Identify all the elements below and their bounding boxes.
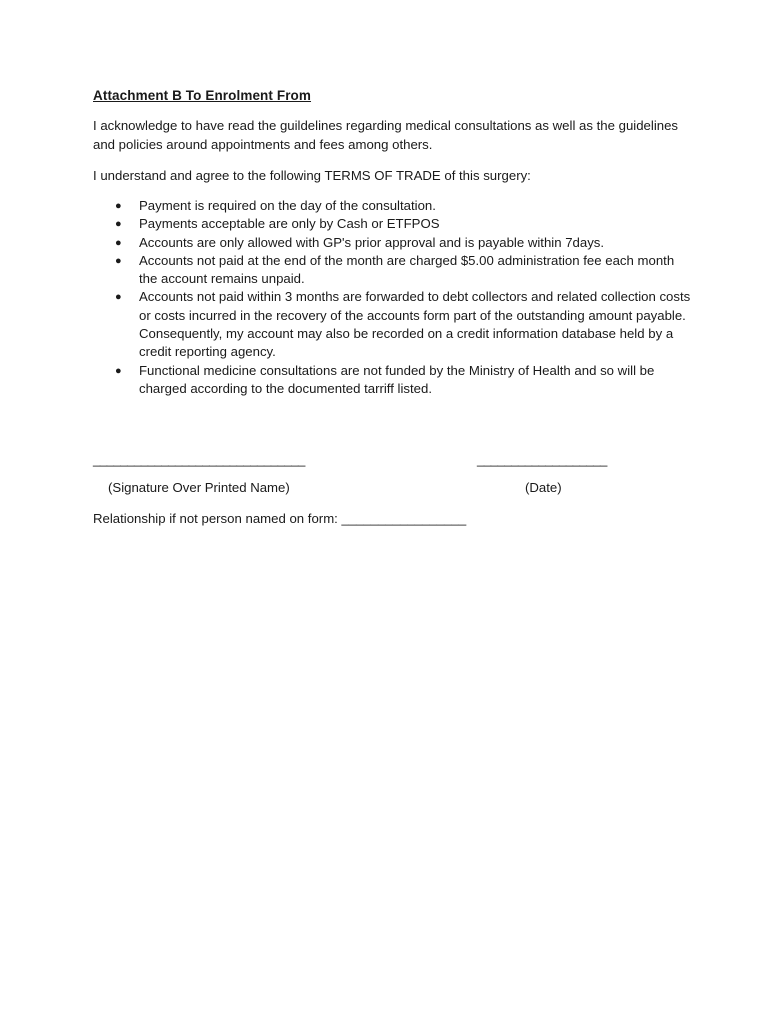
term-text: Accounts not paid within 3 months are forwarded to debt collectors and related collection costs or costs incurred in the recovery of the accounts form part of the outstanding amount payable. Consequently, my account may also be recorded on a credit information database held by a credit reporting agency.	[139, 289, 691, 360]
term-text: Accounts are only allowed with GP's prior approval and is payable within 7days.	[139, 234, 605, 250]
term-item	[93, 252, 693, 289]
bullet-icon: ●	[115, 364, 122, 377]
signature-label: (Signature Over Printed Name)	[108, 480, 290, 495]
bullet-icon: ●	[115, 236, 122, 249]
relationship-field[interactable]: Relationship if not person named on form: _________________	[93, 511, 467, 526]
bullet-icon: ●	[115, 291, 122, 304]
term-text: Payment is required on the day of the consultation.	[139, 198, 436, 213]
bullet-icon: ●	[115, 254, 122, 267]
terms-list	[93, 197, 693, 398]
term-item	[93, 215, 693, 233]
term-item	[93, 362, 693, 399]
term-text: Functional medicine consultations are not funded by the Ministry of Health and so will be charged according to the documented tarriff listed.	[139, 362, 655, 396]
agreement-paragraph: I understand and agree to the following TERMS OF TRADE of this surgery:	[93, 168, 531, 183]
date-line[interactable]: ___________________	[477, 452, 607, 467]
signature-line[interactable]: _______________________________	[93, 452, 305, 467]
bullet-icon: ●	[115, 200, 122, 212]
document-title: Attachment B To Enrolment From	[93, 88, 312, 103]
date-label: (Date)	[525, 480, 562, 495]
term-text: Payments acceptable are only by Cash or ETFPOS	[139, 216, 440, 232]
acknowledgement-paragraph: I acknowledge to have read the guildelines regarding medical consultations as well as the guidelines and policies around appointments and fees among others.	[93, 118, 679, 152]
term-item	[93, 288, 693, 361]
term-text: Accounts not paid at the end of the month are charged $5.00 administration fee each month the account remains unpaid.	[139, 252, 675, 287]
term-item	[93, 234, 693, 252]
term-item	[93, 197, 693, 215]
bullet-icon: ●	[115, 218, 122, 231]
